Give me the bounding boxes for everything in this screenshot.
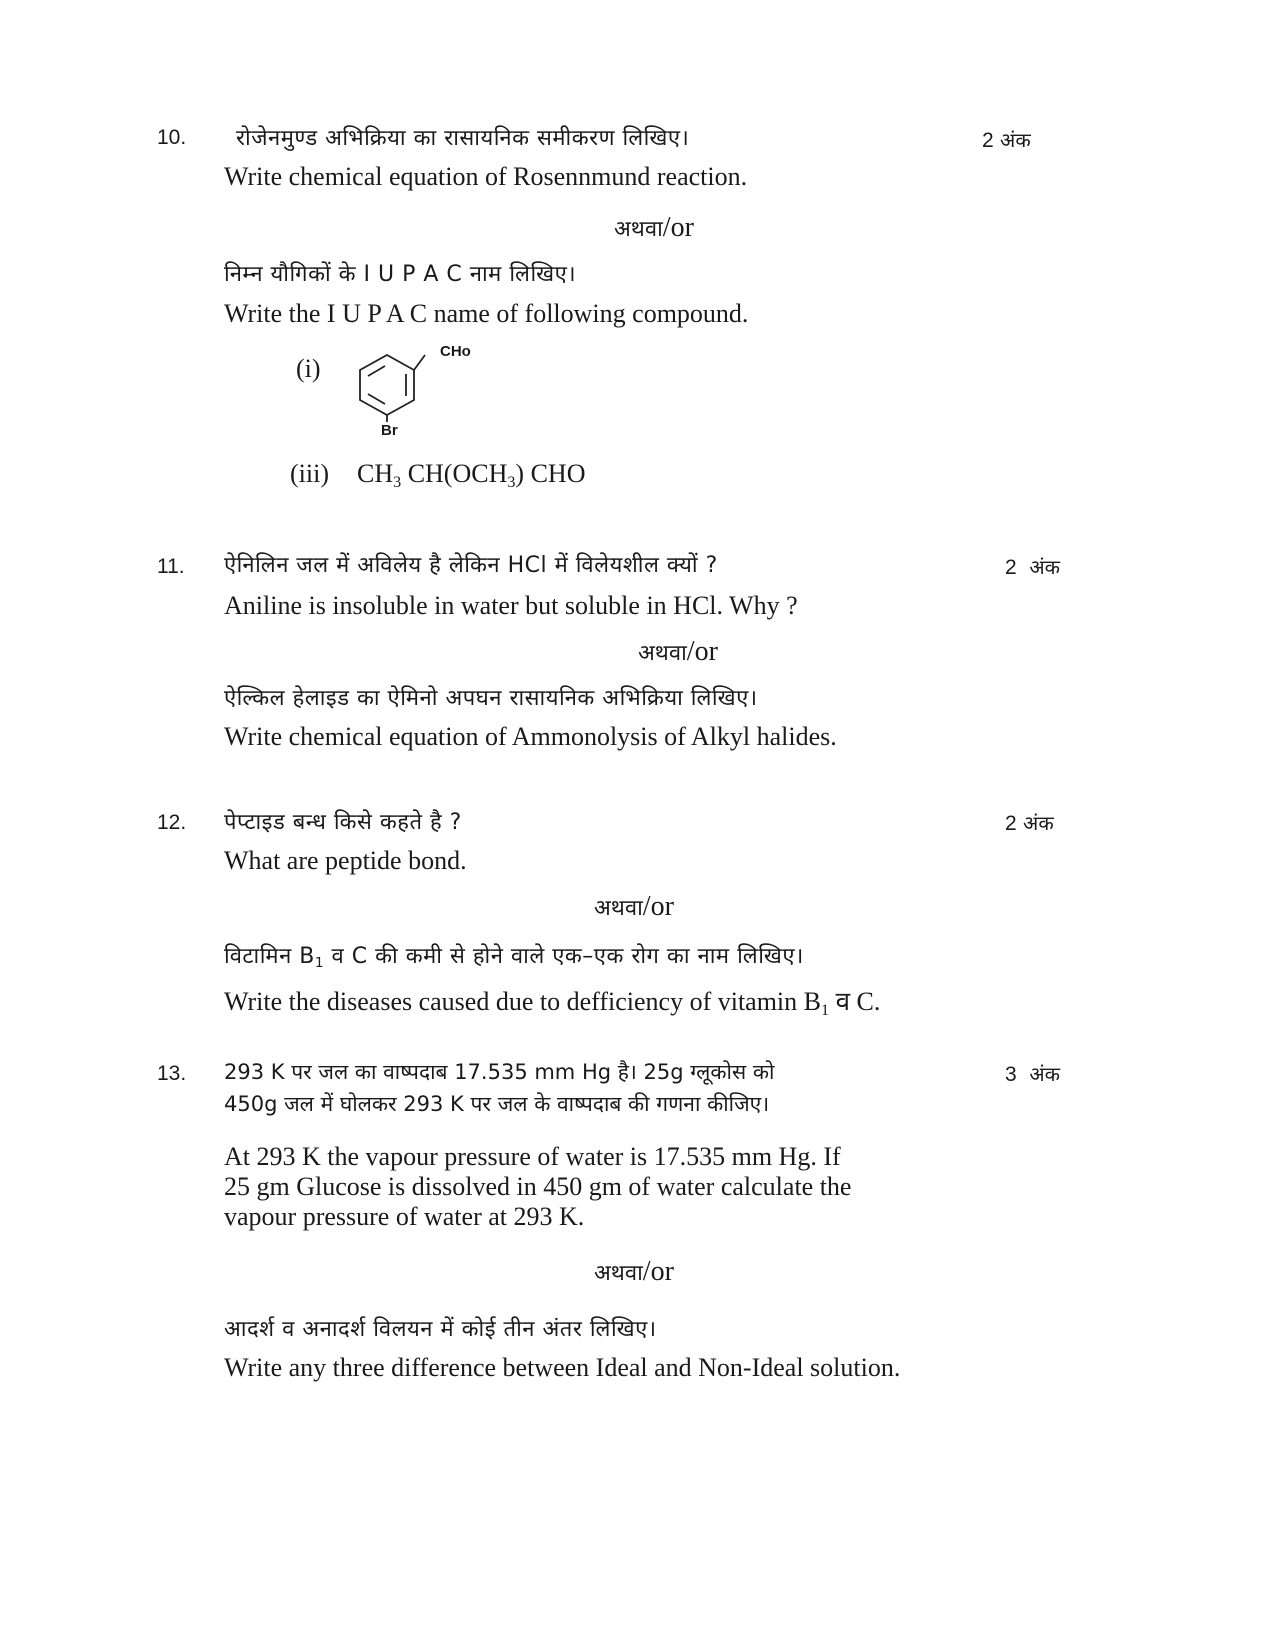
q13-marks-word: अंक bbox=[1029, 1062, 1061, 1086]
q12-alt-english-text: Write the diseases caused due to defficiency of vitamin $B_1$ व C. bbox=[224, 987, 881, 1019]
q13-number: 13. bbox=[157, 1062, 187, 1085]
q13-english-line-3: vapour pressure of water at 293 K. bbox=[224, 1202, 585, 1231]
q12-marks bbox=[1005, 809, 1054, 836]
q11-alt-english-text: Write chemical equation of Ammonolysis of Alkyl halides. bbox=[224, 722, 837, 751]
q10-english-text: Write chemical equation of Rosennmund reaction. bbox=[224, 162, 748, 191]
q10-alt-hindi-text: निम्न यौगिकों के I U P A C नाम लिखिए। bbox=[224, 262, 577, 287]
q11-marks-word: अंक bbox=[1029, 555, 1061, 579]
q11-or-separator bbox=[638, 636, 718, 668]
q10-or-separator bbox=[614, 212, 694, 244]
or-english: or bbox=[650, 891, 674, 922]
or-hindi: अथवा bbox=[594, 1261, 643, 1286]
q13-marks-number: 3 bbox=[1005, 1063, 1017, 1086]
q10-marks-word: अंक bbox=[1000, 128, 1031, 152]
q13-alt-hindi-text: आदर्श व अनादर्श विलयन में कोई तीन अंतर लिखिए। bbox=[224, 1317, 657, 1342]
or-hindi: अथवा bbox=[638, 641, 687, 666]
or-hindi: अथवा bbox=[614, 217, 663, 242]
mol-br-label: Br bbox=[381, 422, 398, 439]
q10-item-iii-formula: $CH_3$ $CH(OCH_3)$ CHO bbox=[357, 459, 586, 491]
or-slash: / bbox=[642, 1256, 651, 1287]
or-english: or bbox=[650, 1256, 674, 1287]
q10-hindi-text: रोजेनमुण्ड अभिक्रिया का रासायनिक समीकरण लिखिए। bbox=[236, 126, 690, 151]
q13-hindi-line-1: 293 K पर जल का वाष्पदाब 17.535 mm Hg है। 25g ग्लूकोस को bbox=[224, 1060, 775, 1084]
q13-hindi-line-2: 450g जल में घोलकर 293 K पर जल के वाष्पदाब की गणना कीजिए। bbox=[224, 1092, 770, 1116]
q12-english-text: What are peptide bond. bbox=[224, 846, 467, 875]
q10-marks bbox=[982, 126, 1031, 153]
q13-alt-english-text: Write any three difference between Ideal and Non-Ideal solution. bbox=[224, 1353, 901, 1382]
q13-english-line-1: At 293 K the vapour pressure of water is 17.535 mm Hg. If bbox=[224, 1142, 841, 1171]
q12-marks-number: 2 bbox=[1005, 812, 1017, 835]
q11-marks bbox=[1005, 553, 1060, 580]
q10-item-i-label: (i) bbox=[296, 354, 321, 383]
or-slash: / bbox=[686, 636, 695, 667]
or-slash: / bbox=[642, 891, 651, 922]
q10-number: 10. bbox=[157, 126, 187, 149]
q13-or-separator bbox=[594, 1256, 674, 1288]
q11-english-text: Aniline is insoluble in water but soluble in HCl. Why ? bbox=[224, 591, 798, 620]
q12-marks-word: अंक bbox=[1023, 811, 1054, 835]
q12-hindi-text: पेप्टाइड बन्ध किसे कहते है ? bbox=[224, 810, 462, 835]
q12-or-separator bbox=[594, 891, 674, 923]
q11-number: 11. bbox=[157, 555, 185, 578]
q11-hindi-text: ऐनिलिन जल में अविलेय है लेकिन HCl में विलेयशील क्यों ? bbox=[224, 553, 718, 578]
q10-marks-number: 2 bbox=[982, 129, 994, 152]
q11-marks-number: 2 bbox=[1005, 556, 1017, 579]
or-english: or bbox=[694, 636, 718, 667]
q11-alt-hindi-text: ऐल्किल हेलाइड का ऐमिनो अपघन रासायनिक अभिक्रिया लिखिए। bbox=[224, 686, 758, 711]
q10-item-iii-label: (iii) bbox=[290, 459, 329, 488]
q13-marks bbox=[1005, 1060, 1060, 1087]
q12-alt-hindi-text: विटामिन $B_1$ व C की कमी से होने वाले एक–एक रोग का नाम लिखिए। bbox=[224, 944, 804, 972]
or-english: or bbox=[670, 212, 694, 243]
mol-cho-label: CHo bbox=[440, 343, 471, 360]
or-hindi: अथवा bbox=[594, 896, 643, 921]
q10-alt-english-text: Write the I U P A C name of following compound. bbox=[224, 299, 749, 328]
or-slash: / bbox=[662, 212, 671, 243]
q13-english-line-2: 25 gm Glucose is dissolved in 450 gm of water calculate the bbox=[224, 1172, 852, 1201]
q12-number: 12. bbox=[157, 811, 187, 834]
